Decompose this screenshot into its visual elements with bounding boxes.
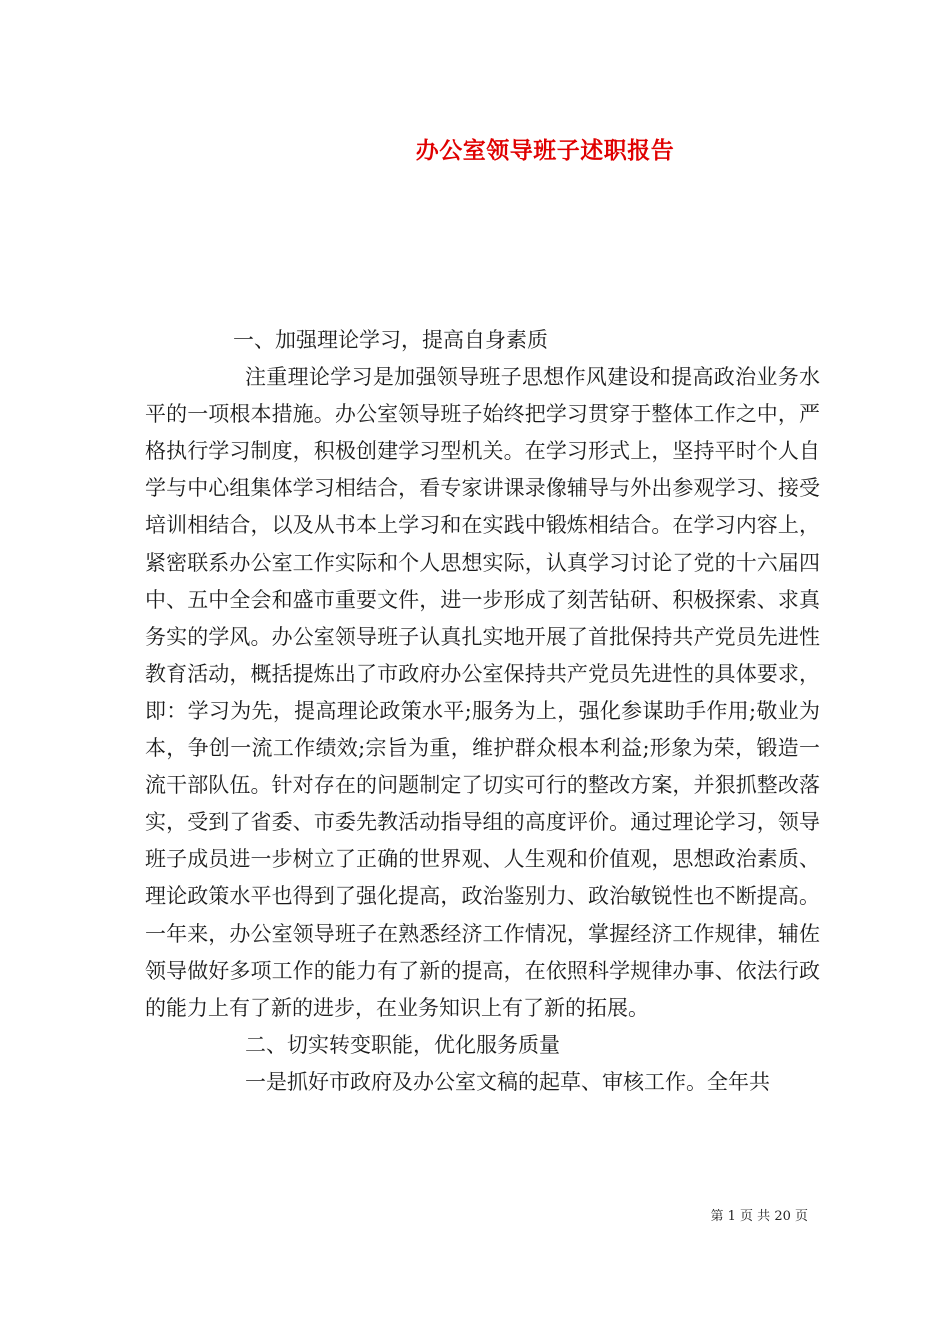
document-body xyxy=(145,322,820,1101)
section-2-paragraph: 一是抓好市政府及办公室文稿的起草、审核工作。全年共 xyxy=(245,1069,770,1094)
page-number-footer: 第 1 页 共 20 页 xyxy=(710,1209,808,1224)
section-1-paragraph: 注重理论学习是加强领导班子思想作风建设和提高政治业务水平的一项根本措施。办公室领导班子始终把学习贯穿于整体工作之中，严格执行学习制度，积极创建学习型机关。在学习形式上，坚持平时个人自学与中心组集体学习相结合，看专家讲课录像辅导与外出参观学习、接受培训相结合，以及从书本上学习和在实践中锻炼相结合。在学习内容上，紧密联系办公室工作实际和个人思想实际，认真学习讨论了党的十六届四中、五中全会和盛市重要文件，进一步形成了刻苦钻研、积极探索、求真务实的学风。办公室领导班子认真扎实地开展了首批保持共产党员先进性教育活动，概括提炼出了市政府办公室保持共产党员先进性的具体要求，即：学习为先，提高理论政策水平;服务为上，强化参谋助手作用;敬业为本，争创一流工作绩效;宗旨为重，维护群众根本利益;形象为荣，锻造一流干部队伍。针对存在的问题制定了切实可行的整改方案，并狠抓整改落实，受到了省委、市委先教活动指导组的高度评价。通过理论学习，领导班子成员进一步树立了正确的世界观、人生观和价值观，思想政治素质、理论政策水平也得到了强化提高，政治鉴别力、政治敏锐性也不断提高。一年来，办公室领导班子在熟悉经济工作情况，掌握经济工作规律，辅佐领导做好多项工作的能力有了新的提高，在依照科学规律办事、依法行政的能力上有了新的进步，在业务知识上有了新的拓展。 xyxy=(145,365,820,1020)
section-2-heading: 二、切实转变职能，优化服务质量 xyxy=(245,1032,560,1057)
section-1-heading: 一、加强理论学习，提高自身素质 xyxy=(233,328,548,352)
document-title: 办公室领导班子述职报告 xyxy=(415,137,675,164)
